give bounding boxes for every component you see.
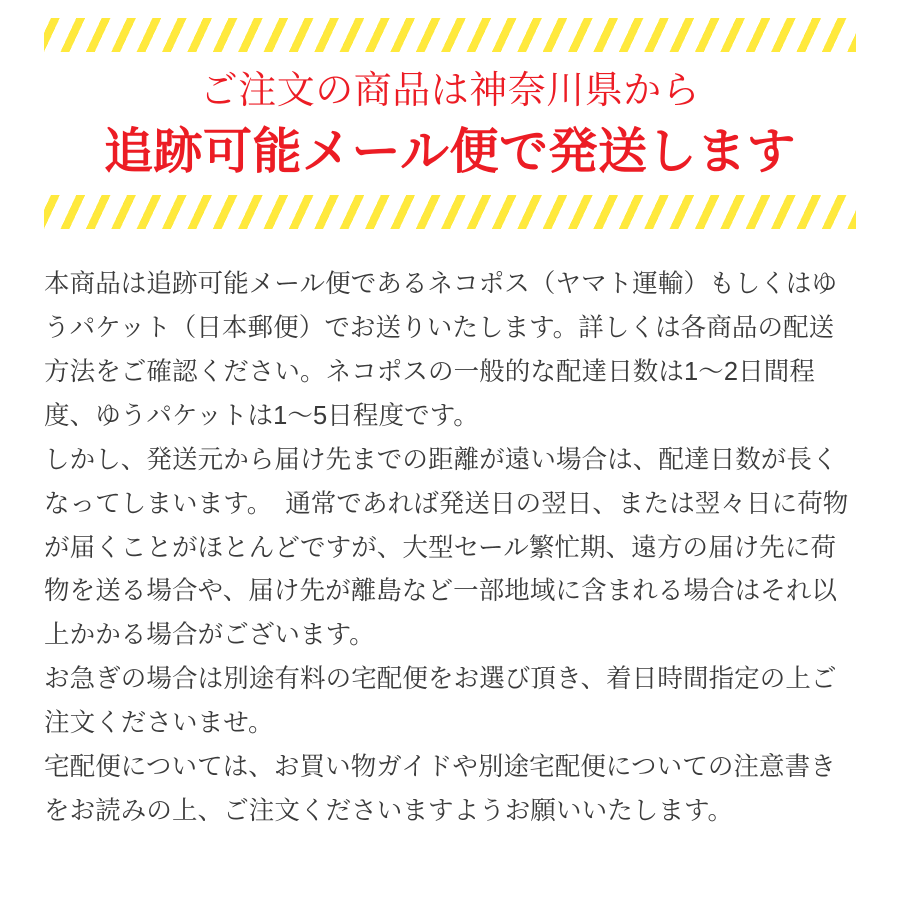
headline-line-1: ご注文の商品は神奈川県から: [199, 70, 701, 112]
body-copy: [44, 263, 856, 833]
stripe-divider-bottom: [44, 195, 856, 229]
headline-line-2: 追跡可能メール便で発送します: [103, 125, 797, 180]
stripe-divider-top: [44, 18, 856, 52]
headline: [0, 52, 900, 187]
shipping-notice-banner: [0, 18, 900, 918]
body-paragraph-1: 本商品は追跡可能メール便であるネコポス（ヤマト運輸）もしくはゆうパケット（日本郵便）でお送りいたします。詳しくは各商品の配送方法をご確認ください。ネコポスの一般的な配達日数は1〜2日間程度、ゆうパケットは1〜5日程度です。: [44, 270, 838, 431]
body-paragraph-2: しかし、発送元から届け先までの距離が遠い場合は、配達日数が長くなってしまいます。 通常であれば発送日の翌日、または翌々日に荷物が届くことがほとんどですが、大型セール繁忙期、遠方の届け先に荷物を送る場合や、届け先が離島など一部地域に含まれる場合はそれ以上かかる場合がございます。: [44, 445, 849, 650]
body-paragraph-4: 宅配便については、お買い物ガイドや別途宅配便についての注意書きをお読みの上、ご注文くださいますようお願いいたします。: [44, 752, 836, 825]
body-paragraph-3: お急ぎの場合は別途有料の宅配便をお選び頂き、着日時間指定の上ご注文くださいませ。: [44, 665, 837, 738]
